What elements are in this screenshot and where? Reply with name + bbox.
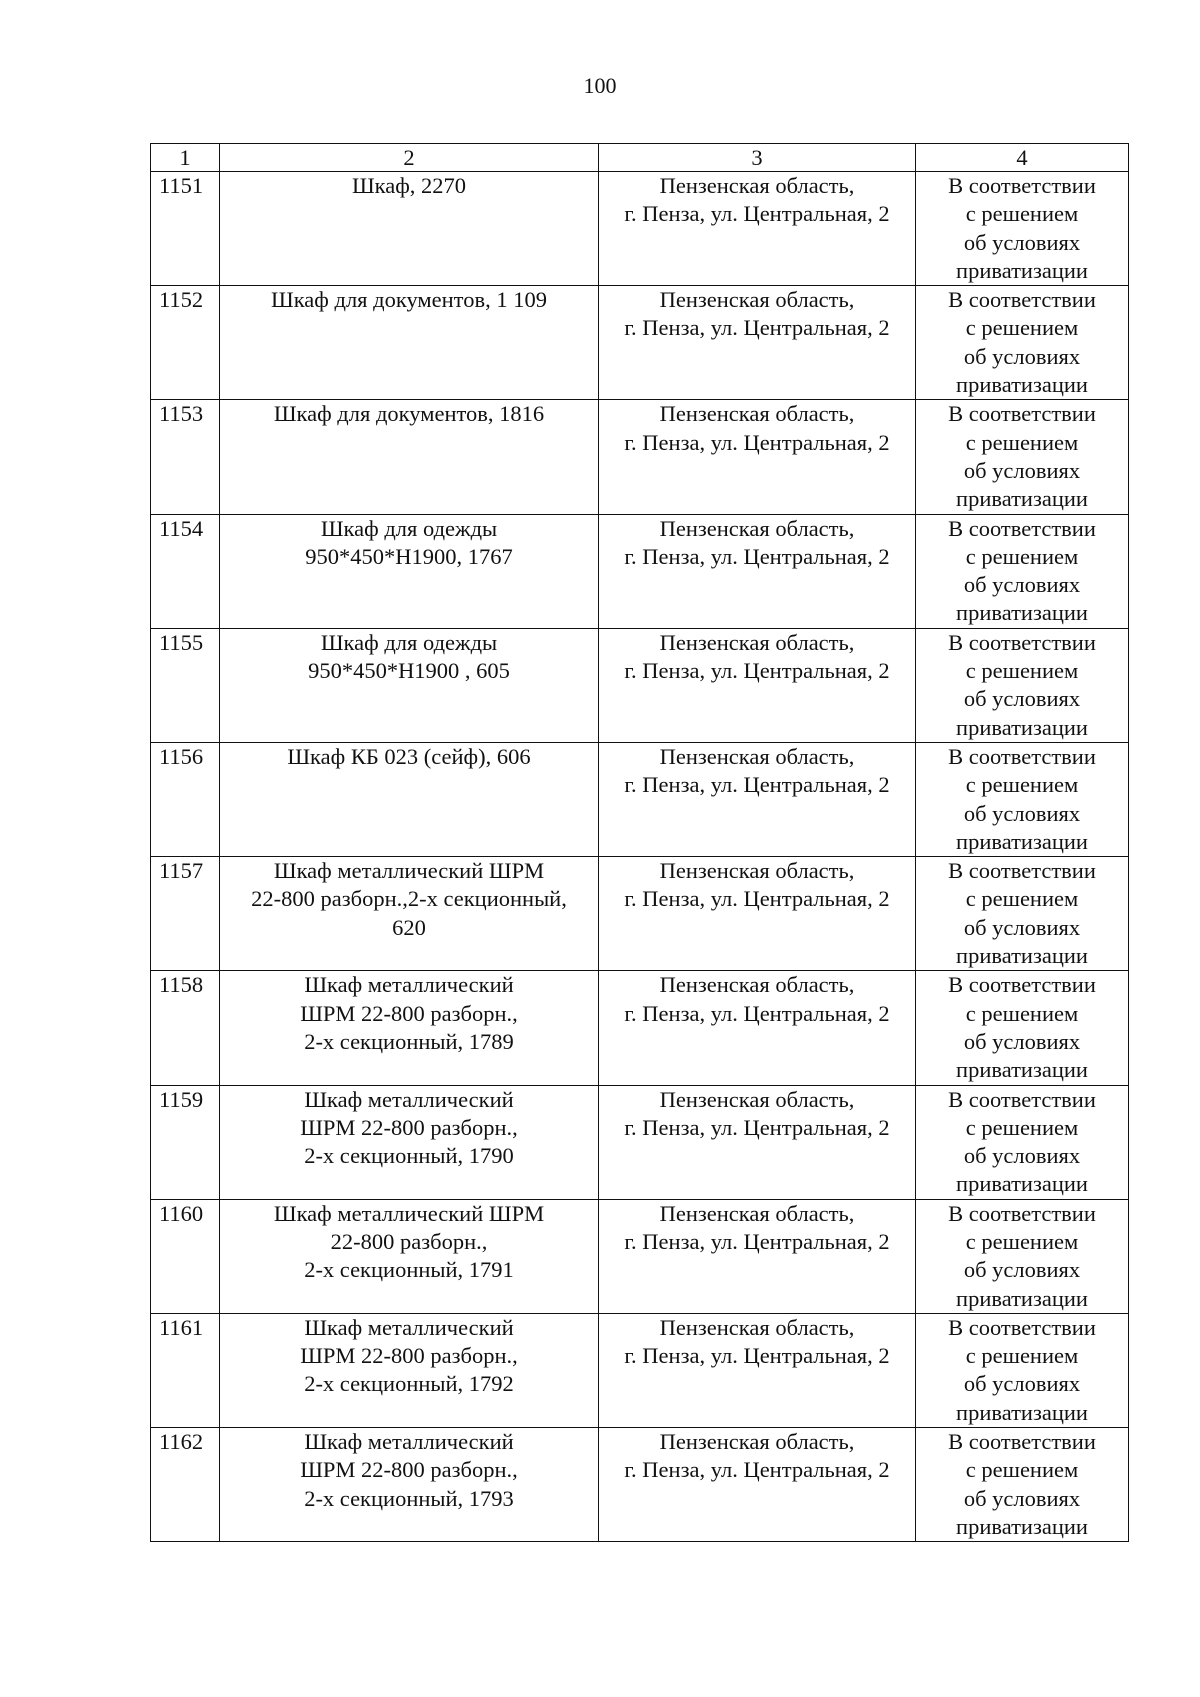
item-name-line: 2-х секционный, 1791	[304, 1257, 514, 1283]
row-number: 1152	[151, 286, 220, 400]
basis-line: В соответствии	[948, 1314, 1096, 1340]
table-row	[151, 286, 1129, 400]
item-name-line: 22-800 разборн.,	[330, 1228, 488, 1254]
basis-line: об условиях	[963, 1257, 1081, 1283]
address-line: Пензенская область,	[659, 287, 855, 313]
row-number: 1155	[151, 628, 220, 742]
basis-cell	[916, 400, 1129, 514]
item-name-line: 950*450*H1900 , 605	[308, 658, 510, 684]
address-cell	[599, 971, 916, 1085]
item-name-line: Шкаф металлический	[304, 1086, 514, 1112]
table-row	[151, 1428, 1129, 1542]
item-name-cell	[220, 1199, 599, 1313]
column-header-1: 1	[151, 144, 220, 172]
basis-cell	[916, 1428, 1129, 1542]
basis-line: В соответствии	[948, 972, 1096, 998]
basis-line: В соответствии	[948, 1200, 1096, 1226]
basis-line: об условиях	[963, 1028, 1081, 1054]
item-name-line: 620	[392, 914, 426, 940]
item-name-line: ШРМ 22-800 разборн.,	[300, 1114, 518, 1140]
basis-cell	[916, 971, 1129, 1085]
item-name-line: Шкаф для одежды	[320, 515, 498, 541]
basis-line: с решением	[965, 772, 1079, 798]
table-body	[151, 172, 1129, 1542]
address-cell	[599, 628, 916, 742]
basis-line: приватизации	[956, 1399, 1088, 1425]
address-line: г. Пенза, ул. Центральная, 2	[624, 315, 890, 341]
basis-line: приватизации	[956, 372, 1088, 398]
column-header-3: 3	[599, 144, 916, 172]
basis-line: В соответствии	[948, 1086, 1096, 1112]
basis-line: об условиях	[963, 1143, 1081, 1169]
basis-line: В соответствии	[948, 743, 1096, 769]
item-name-line: Шкаф металлический ШРМ	[273, 858, 545, 884]
basis-line: с решением	[965, 886, 1079, 912]
basis-line: приватизации	[956, 257, 1088, 283]
table-row	[151, 857, 1129, 971]
basis-line: с решением	[965, 543, 1079, 569]
table-row	[151, 742, 1129, 856]
table-row	[151, 514, 1129, 628]
basis-line: об условиях	[963, 343, 1081, 369]
basis-cell	[916, 628, 1129, 742]
row-number: 1157	[151, 857, 220, 971]
basis-line: об условиях	[963, 1485, 1081, 1511]
basis-line: с решением	[965, 1000, 1079, 1026]
basis-line: с решением	[965, 315, 1079, 341]
address-cell	[599, 286, 916, 400]
item-name-line: Шкаф, 2270	[351, 173, 467, 198]
address-line: Пензенская область,	[659, 629, 855, 655]
basis-line: с решением	[965, 429, 1079, 455]
basis-cell	[916, 172, 1129, 286]
item-name-cell	[220, 1428, 599, 1542]
address-cell	[599, 400, 916, 514]
basis-line: с решением	[965, 1343, 1079, 1369]
item-name-line: 2-х секционный, 1792	[304, 1371, 514, 1397]
item-name-line: ШРМ 22-800 разборн.,	[300, 1457, 518, 1483]
basis-line: В соответствии	[948, 1429, 1096, 1455]
basis-line: с решением	[965, 201, 1079, 227]
basis-line: приватизации	[956, 1171, 1088, 1197]
basis-line: В соответствии	[948, 173, 1096, 198]
item-name-cell	[220, 628, 599, 742]
basis-cell	[916, 1313, 1129, 1427]
table-row	[151, 1085, 1129, 1199]
property-table	[150, 143, 1129, 1542]
basis-line: об условиях	[963, 1371, 1081, 1397]
address-cell	[599, 172, 916, 286]
basis-line: об условиях	[963, 457, 1081, 483]
basis-line: В соответствии	[948, 629, 1096, 655]
row-number: 1153	[151, 400, 220, 514]
address-line: г. Пенза, ул. Центральная, 2	[624, 1114, 890, 1140]
item-name-line: Шкаф металлический	[304, 1429, 514, 1455]
basis-line: об условиях	[963, 229, 1081, 255]
item-name-line: ШРМ 22-800 разборн.,	[300, 1000, 518, 1026]
column-header-4: 4	[916, 144, 1129, 172]
address-line: Пензенская область,	[659, 972, 855, 998]
basis-line: приватизации	[956, 943, 1088, 969]
row-number: 1151	[151, 172, 220, 286]
basis-line: с решением	[965, 1228, 1079, 1254]
address-cell	[599, 514, 916, 628]
item-name-line: 950*450*H1900, 1767	[305, 543, 513, 569]
basis-line: приватизации	[956, 828, 1088, 854]
item-name-line: Шкаф КБ 023 (сейф), 606	[287, 743, 531, 769]
row-number: 1161	[151, 1313, 220, 1427]
row-number: 1160	[151, 1199, 220, 1313]
address-line: г. Пенза, ул. Центральная, 2	[624, 429, 890, 455]
address-cell	[599, 1313, 916, 1427]
table-row	[151, 400, 1129, 514]
basis-cell	[916, 514, 1129, 628]
item-name-line: 2-х секционный, 1793	[304, 1485, 514, 1511]
item-name-cell	[220, 286, 599, 400]
address-line: Пензенская область,	[659, 1429, 855, 1455]
basis-line: приватизации	[956, 486, 1088, 512]
basis-line: об условиях	[963, 572, 1081, 598]
address-cell	[599, 857, 916, 971]
item-name-line: Шкаф для одежды	[320, 629, 498, 655]
item-name-cell	[220, 1313, 599, 1427]
basis-line: В соответствии	[948, 858, 1096, 884]
table-row	[151, 172, 1129, 286]
address-line: Пензенская область,	[659, 1200, 855, 1226]
address-cell	[599, 1085, 916, 1199]
item-name-line: ШРМ 22-800 разборн.,	[300, 1343, 518, 1369]
basis-line: с решением	[965, 1114, 1079, 1140]
item-name-line: 2-х секционный, 1789	[304, 1028, 514, 1054]
address-line: г. Пенза, ул. Центральная, 2	[624, 1000, 890, 1026]
basis-cell	[916, 857, 1129, 971]
item-name-line: Шкаф металлический	[304, 1314, 514, 1340]
basis-cell	[916, 742, 1129, 856]
item-name-line: Шкаф для документов, 1816	[273, 401, 545, 427]
basis-cell	[916, 1085, 1129, 1199]
address-line: г. Пенза, ул. Центральная, 2	[624, 1228, 890, 1254]
address-line: г. Пенза, ул. Центральная, 2	[624, 1457, 890, 1483]
item-name-line: 22-800 разборн.,2-х секционный,	[251, 886, 567, 912]
table-header	[151, 144, 1129, 172]
item-name-line: Шкаф металлический	[304, 972, 514, 998]
address-line: Пензенская область,	[659, 1086, 855, 1112]
address-line: г. Пенза, ул. Центральная, 2	[624, 201, 890, 227]
basis-line: приватизации	[956, 1285, 1088, 1311]
table-row	[151, 1313, 1129, 1427]
address-line: Пензенская область,	[659, 515, 855, 541]
address-line: Пензенская область,	[659, 1314, 855, 1340]
basis-cell	[916, 286, 1129, 400]
item-name-line: Шкаф металлический ШРМ	[273, 1200, 545, 1226]
item-name-line: 2-х секционный, 1790	[304, 1143, 514, 1169]
item-name-cell	[220, 857, 599, 971]
table-row	[151, 971, 1129, 1085]
basis-line: приватизации	[956, 714, 1088, 740]
item-name-cell	[220, 172, 599, 286]
basis-line: приватизации	[956, 1513, 1088, 1539]
address-cell	[599, 742, 916, 856]
page-number: 100	[583, 73, 617, 98]
basis-line: с решением	[965, 1457, 1079, 1483]
table-row	[151, 1199, 1129, 1313]
basis-line: В соответствии	[948, 401, 1096, 427]
row-number: 1154	[151, 514, 220, 628]
header-row	[151, 144, 1129, 172]
item-name-cell	[220, 971, 599, 1085]
table-row	[151, 628, 1129, 742]
address-cell	[599, 1199, 916, 1313]
address-line: г. Пенза, ул. Центральная, 2	[624, 772, 890, 798]
item-name-cell	[220, 514, 599, 628]
address-line: Пензенская область,	[659, 401, 855, 427]
item-name-line: Шкаф для документов, 1 109	[271, 287, 547, 313]
basis-line: В соответствии	[948, 287, 1096, 313]
basis-line: приватизации	[956, 600, 1088, 626]
basis-line: В соответствии	[948, 515, 1096, 541]
row-number: 1158	[151, 971, 220, 1085]
basis-line: об условиях	[963, 686, 1081, 712]
row-number: 1162	[151, 1428, 220, 1542]
address-line: г. Пенза, ул. Центральная, 2	[624, 543, 890, 569]
item-name-cell	[220, 400, 599, 514]
basis-cell	[916, 1199, 1129, 1313]
address-line: г. Пенза, ул. Центральная, 2	[624, 1343, 890, 1369]
item-name-cell	[220, 1085, 599, 1199]
address-line: Пензенская область,	[659, 858, 855, 884]
basis-line: приватизации	[956, 1057, 1088, 1083]
basis-line: с решением	[965, 658, 1079, 684]
address-line: г. Пенза, ул. Центральная, 2	[624, 886, 890, 912]
address-cell	[599, 1428, 916, 1542]
address-line: Пензенская область,	[659, 173, 855, 198]
row-number: 1159	[151, 1085, 220, 1199]
basis-line: об условиях	[963, 800, 1081, 826]
column-header-2: 2	[220, 144, 599, 172]
address-line: Пензенская область,	[659, 743, 855, 769]
basis-line: об условиях	[963, 914, 1081, 940]
address-line: г. Пенза, ул. Центральная, 2	[624, 658, 890, 684]
item-name-cell	[220, 742, 599, 856]
row-number: 1156	[151, 742, 220, 856]
